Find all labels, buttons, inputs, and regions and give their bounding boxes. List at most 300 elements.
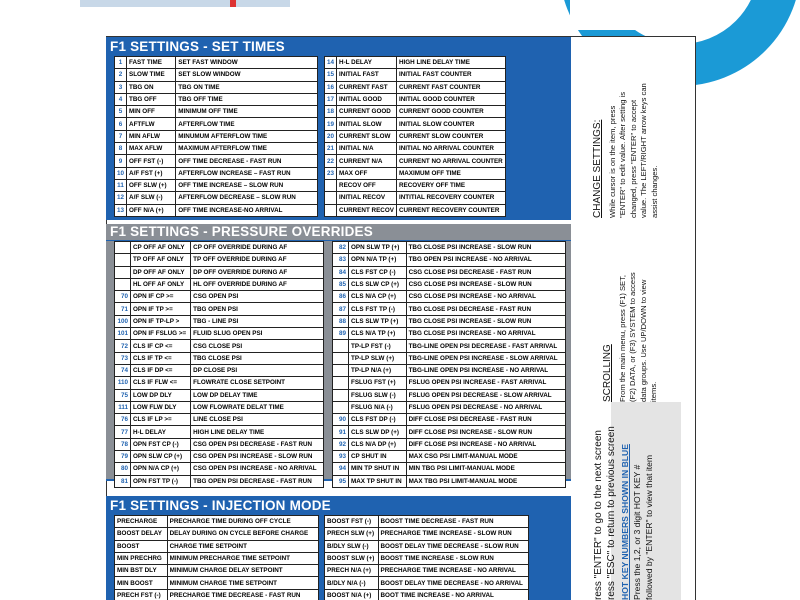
item-description: CSG OPEN PSI bbox=[191, 291, 324, 303]
item-label: INITIAL GOOD bbox=[337, 93, 397, 105]
hotkey-number: 85 bbox=[333, 278, 349, 290]
item-description: OFF TIME INCREASE-NO ARRIVAL bbox=[176, 204, 318, 216]
item-label: LOW DP DLY bbox=[131, 389, 191, 401]
item-label: OPN FST CP (-) bbox=[131, 438, 191, 450]
item-description: CURRENT SLOW COUNTER bbox=[396, 130, 505, 142]
item-label: CLS FST TP (-) bbox=[349, 303, 407, 315]
item-label: LOW FLW DLY bbox=[131, 401, 191, 413]
section-injection-mode bbox=[106, 496, 571, 600]
item-label: OPN SLW CP (+) bbox=[131, 451, 191, 463]
hotkey-number: 17 bbox=[325, 93, 337, 105]
item-label: CLS FST DP (-) bbox=[349, 414, 407, 426]
hotkey-number: 23 bbox=[325, 167, 337, 179]
item-description: CSG OPEN PSI INCREASE - SLOW RUN bbox=[191, 451, 324, 463]
item-description: DIFF CLOSE PSI INCREASE - SLOW RUN bbox=[406, 426, 565, 438]
table-row bbox=[333, 242, 566, 254]
hotkey-number: 88 bbox=[333, 315, 349, 327]
hotkey-number: 9 bbox=[115, 155, 127, 167]
item-description: MAXIMUM AFTERFLOW TIME bbox=[176, 143, 318, 155]
item-description: INTITIAL RECOVERY COUNTER bbox=[396, 192, 505, 204]
item-label: MIN TP SHUT IN bbox=[349, 463, 407, 475]
hotkey-number: 82 bbox=[333, 242, 349, 254]
section-body bbox=[106, 241, 571, 485]
item-description: TBG-LINE OPEN PSI INCREASE - NO ARRIVAL bbox=[406, 364, 565, 376]
item-description: MAXIMUM OFF TIME bbox=[396, 167, 505, 179]
table-row bbox=[325, 552, 529, 564]
item-label: CLS SLW DP (+) bbox=[349, 426, 407, 438]
pressure-table-left bbox=[114, 241, 324, 488]
hotkey-number: 78 bbox=[115, 438, 131, 450]
navigation-block bbox=[592, 426, 618, 600]
item-description: PRECHARGE TIME DURING OFF CYCLE bbox=[167, 516, 318, 528]
text-line: (F2) DATA, or (F3) SYSTEM to access bbox=[628, 272, 637, 402]
item-label: OFF N/A (+) bbox=[127, 204, 176, 216]
table-row bbox=[325, 93, 506, 105]
item-description: OFF TIME DECREASE - FAST RUN bbox=[176, 155, 318, 167]
pressure-table-right bbox=[332, 241, 566, 488]
item-description: RECOVERY OFF TIME bbox=[396, 179, 505, 191]
text-line: Press the 1,2, or 3 digit HOT KEY # bbox=[632, 464, 642, 600]
item-description: MAX CSG PSI LIMIT-MANUAL MODE bbox=[406, 451, 565, 463]
table-row bbox=[115, 389, 324, 401]
hotkey-number: 18 bbox=[325, 106, 337, 118]
item-label: BOOST bbox=[115, 540, 168, 552]
item-description: TBG OFF TIME bbox=[176, 93, 318, 105]
table-row bbox=[115, 577, 319, 589]
item-label: MIN OFF bbox=[127, 106, 176, 118]
item-label: CLS N/A CP (+) bbox=[349, 291, 407, 303]
item-label: BOOST DELAY bbox=[115, 528, 168, 540]
item-description: FLOWRATE CLOSE SETPOINT bbox=[191, 377, 324, 389]
table-row bbox=[333, 401, 566, 413]
table-row bbox=[115, 155, 318, 167]
table-row bbox=[115, 528, 319, 540]
item-label: CP SHUT IN bbox=[349, 451, 407, 463]
table-row bbox=[115, 364, 324, 376]
logo-bar-graphic bbox=[80, 0, 290, 7]
section-title: F1 SETTINGS - INJECTION MODE bbox=[110, 498, 331, 513]
hotkey-number: 81 bbox=[115, 475, 131, 487]
hotkey-number: 94 bbox=[333, 463, 349, 475]
hotkey-number bbox=[115, 266, 131, 278]
item-label: PRECH SLW (+) bbox=[325, 528, 379, 540]
hotkey-text bbox=[631, 444, 655, 600]
item-description: TBG CLOSE PSI INCREASE - SLOW RUN bbox=[406, 242, 565, 254]
item-label: CURRENT SLOW bbox=[337, 130, 397, 142]
hotkey-number: 92 bbox=[333, 438, 349, 450]
table-row bbox=[333, 254, 566, 266]
hotkey-number: 72 bbox=[115, 340, 131, 352]
hotkey-number bbox=[333, 340, 349, 352]
item-description: TBG OPEN PSI INCREASE - NO ARRIVAL bbox=[406, 254, 565, 266]
item-label: CLS IF FLW <= bbox=[131, 377, 191, 389]
hotkey-number bbox=[333, 401, 349, 413]
item-label: INITIAL RECOV bbox=[337, 192, 397, 204]
table-row bbox=[115, 242, 324, 254]
item-description: MINIMUM PRECHARGE TIME SETPOINT bbox=[167, 552, 318, 564]
table-row bbox=[333, 463, 566, 475]
item-description: CHARGE TIME SETPOINT bbox=[167, 540, 318, 552]
item-description: CSG OPEN PSI DECREASE - FAST RUN bbox=[191, 438, 324, 450]
item-label: OFF SLW (+) bbox=[127, 179, 176, 191]
table-row bbox=[325, 155, 506, 167]
item-label: INITIAL FAST bbox=[337, 69, 397, 81]
table-row bbox=[115, 516, 319, 528]
hotkey-number bbox=[115, 254, 131, 266]
table-row bbox=[115, 291, 324, 303]
section-set-times bbox=[106, 37, 571, 220]
hotkey-number: 11 bbox=[115, 179, 127, 191]
item-description: BOOST DELAY TIME DECREASE - NO ARRIVAL bbox=[378, 577, 529, 589]
hotkey-number: 110 bbox=[115, 377, 131, 389]
item-label: CLS SLW CP (+) bbox=[349, 278, 407, 290]
table-row bbox=[115, 106, 318, 118]
hotkey-number: 22 bbox=[325, 155, 337, 167]
item-label: MIN AFLW bbox=[127, 130, 176, 142]
hotkey-number bbox=[325, 192, 337, 204]
item-description: MINIMUM OFF TIME bbox=[176, 106, 318, 118]
item-label: RECOV OFF bbox=[337, 179, 397, 191]
item-label: B/DLY SLW (-) bbox=[325, 540, 379, 552]
table-row bbox=[325, 57, 506, 69]
table-row bbox=[115, 130, 318, 142]
hotkey-number bbox=[325, 179, 337, 191]
item-description: PRECHARGE TIME INCREASE - NO ARRIVAL bbox=[378, 565, 529, 577]
set-times-table-left bbox=[114, 56, 318, 217]
change-settings-text bbox=[608, 83, 661, 218]
table-row bbox=[325, 204, 506, 216]
table-row bbox=[333, 377, 566, 389]
table-row bbox=[333, 414, 566, 426]
hotkey-number: 21 bbox=[325, 143, 337, 155]
table-row bbox=[325, 540, 529, 552]
table-row bbox=[115, 204, 318, 216]
item-label: TBG ON bbox=[127, 81, 176, 93]
hotkey-number: 90 bbox=[333, 414, 349, 426]
item-label: TP OFF AF ONLY bbox=[131, 254, 191, 266]
item-label: CLS N/A TP (+) bbox=[349, 328, 407, 340]
hotkey-number: 86 bbox=[333, 291, 349, 303]
item-description: TBG CLOSE PSI bbox=[191, 352, 324, 364]
hotkey-number: 101 bbox=[115, 328, 131, 340]
set-times-table-right bbox=[324, 56, 506, 217]
item-label: OPN SLW TP (+) bbox=[349, 242, 407, 254]
table-row bbox=[333, 389, 566, 401]
item-description: CURRENT FAST COUNTER bbox=[396, 81, 505, 93]
item-description: FSLUG OPEN PSI DECREASE - NO ARRIVAL bbox=[406, 401, 565, 413]
item-label: CURRENT FAST bbox=[337, 81, 397, 93]
table-row bbox=[333, 352, 566, 364]
table-row bbox=[115, 377, 324, 389]
item-description: DIFF CLOSE PSI DECREASE - FAST RUN bbox=[406, 414, 565, 426]
item-description: PRECHARGE TIME DECREASE - FAST RUN bbox=[167, 589, 318, 600]
hotkey-heading: HOT KEY NUMBERS SHOWN IN BLUE bbox=[620, 444, 630, 600]
table-row bbox=[115, 540, 319, 552]
table-row bbox=[325, 130, 506, 142]
table-row bbox=[115, 93, 318, 105]
table-row bbox=[325, 528, 529, 540]
item-label: CLS IF LP >= bbox=[131, 414, 191, 426]
hotkey-number: 100 bbox=[115, 315, 131, 327]
item-label: OPN FST TP (-) bbox=[131, 475, 191, 487]
item-description: AFTERFLOW DECREASE – SLOW RUN bbox=[176, 192, 318, 204]
item-description: CURRENT NO ARRIVAL COUNTER bbox=[396, 155, 505, 167]
table-row bbox=[333, 475, 566, 487]
enter-instruction: ress "ENTER" to go to the next screen bbox=[593, 430, 604, 600]
section-title: F1 SETTINGS - SET TIMES bbox=[110, 39, 285, 54]
injection-table-left bbox=[114, 515, 319, 600]
table-row bbox=[333, 266, 566, 278]
item-description: AFTERFLOW TIME bbox=[176, 118, 318, 130]
hotkey-number: 71 bbox=[115, 303, 131, 315]
table-row bbox=[333, 315, 566, 327]
item-description: LINE CLOSE PSI bbox=[191, 414, 324, 426]
item-label: H-L DELAY bbox=[337, 57, 397, 69]
table-row bbox=[333, 451, 566, 463]
item-label: A/F SLW (-) bbox=[127, 192, 176, 204]
table-row bbox=[333, 278, 566, 290]
item-description: FLUID SLUG OPEN PSI bbox=[191, 328, 324, 340]
item-label: B/DLY N/A (-) bbox=[325, 577, 379, 589]
hotkey-number: 15 bbox=[325, 69, 337, 81]
item-description: CP OFF OVERRIDE DURING AF bbox=[191, 242, 324, 254]
item-description: CURRENT RECOVERY COUNTER bbox=[396, 204, 505, 216]
item-label: OPN N/A CP (+) bbox=[131, 463, 191, 475]
item-description: TBG CLOSE PSI INCREASE - NO ARRIVAL bbox=[406, 328, 565, 340]
table-row bbox=[115, 266, 324, 278]
hotkey-number: 16 bbox=[325, 81, 337, 93]
hotkey-block bbox=[619, 444, 655, 600]
item-description: HIGH LINE DELAY TIME bbox=[396, 57, 505, 69]
hotkey-number: 13 bbox=[115, 204, 127, 216]
item-label: CP OFF AF ONLY bbox=[131, 242, 191, 254]
table-row bbox=[115, 167, 318, 179]
section-pressure-overrides bbox=[106, 224, 571, 485]
item-label: TP-LP SLW (+) bbox=[349, 352, 407, 364]
table-row bbox=[115, 315, 324, 327]
item-label: INITIAL SLOW bbox=[337, 118, 397, 130]
item-description: HIGH LINE DELAY TIME bbox=[191, 426, 324, 438]
hotkey-number: 1 bbox=[115, 57, 127, 69]
item-label: MIN PRECHRG bbox=[115, 552, 168, 564]
item-description: LOW FLOWRATE DELAT TIME bbox=[191, 401, 324, 413]
table-row bbox=[115, 69, 318, 81]
item-label: FSLUG FST (+) bbox=[349, 377, 407, 389]
item-description: HL OFF OVERRIDE DURING AF bbox=[191, 278, 324, 290]
item-description: TBG CLOSE PSI DECREASE - FAST RUN bbox=[406, 303, 565, 315]
item-label: MIN BOOST bbox=[115, 577, 168, 589]
table-row bbox=[333, 291, 566, 303]
table-row bbox=[115, 589, 319, 600]
table-row bbox=[115, 254, 324, 266]
item-label: CLS N/A DP (+) bbox=[349, 438, 407, 450]
item-description: DIFF CLOSE PSI INCREASE - NO ARRIVAL bbox=[406, 438, 565, 450]
item-label: PRECH FST (-) bbox=[115, 589, 168, 600]
hotkey-number: 6 bbox=[115, 118, 127, 130]
item-description: SET FAST WINDOW bbox=[176, 57, 318, 69]
item-label: CURRENT GOOD bbox=[337, 106, 397, 118]
item-description: DP CLOSE PSI bbox=[191, 364, 324, 376]
item-label: MIN BST DLY bbox=[115, 565, 168, 577]
item-description: INITIAL NO ARRIVAL COUNTER bbox=[396, 143, 505, 155]
hotkey-number: 83 bbox=[333, 254, 349, 266]
hotkey-number: 89 bbox=[333, 328, 349, 340]
text-line: data groups. Use UP/DOWN to view bbox=[638, 279, 648, 402]
table-row bbox=[333, 340, 566, 352]
item-label: INITIAL N/A bbox=[337, 143, 397, 155]
hotkey-number: 8 bbox=[115, 143, 127, 155]
item-label: HL OFF AF ONLY bbox=[131, 278, 191, 290]
hotkey-number: 4 bbox=[115, 93, 127, 105]
text-line: assist changes. bbox=[649, 165, 659, 218]
item-label: CLS SLW TP (+) bbox=[349, 315, 407, 327]
item-label: H-L DELAY bbox=[131, 426, 191, 438]
hotkey-number: 95 bbox=[333, 475, 349, 487]
hotkey-number bbox=[115, 278, 131, 290]
item-description: INITIAL FAST COUNTER bbox=[396, 69, 505, 81]
item-label: OPN IF TP >= bbox=[131, 303, 191, 315]
table-row bbox=[115, 451, 324, 463]
item-label: PRECHARGE bbox=[115, 516, 168, 528]
hotkey-number: 76 bbox=[115, 414, 131, 426]
table-row bbox=[115, 565, 319, 577]
hotkey-number: 91 bbox=[333, 426, 349, 438]
item-label: OFF FST (-) bbox=[127, 155, 176, 167]
esc-instruction: ress "ESC" to return to previous screen bbox=[606, 426, 617, 600]
item-description: MIN TBG PSI LIMIT-MANUAL MODE bbox=[406, 463, 565, 475]
table-row bbox=[115, 340, 324, 352]
hotkey-number: 73 bbox=[115, 352, 131, 364]
text-line: From the main menu, press (F1) SET, bbox=[617, 274, 627, 402]
item-label: SLOW TIME bbox=[127, 69, 176, 81]
item-label: CURRENT RECOV bbox=[337, 204, 397, 216]
hotkey-number: 77 bbox=[115, 426, 131, 438]
table-row bbox=[325, 565, 529, 577]
table-row bbox=[115, 401, 324, 413]
hotkey-number: 7 bbox=[115, 130, 127, 142]
table-row bbox=[325, 179, 506, 191]
item-description: BOOST TIME INCREASE - SLOW RUN bbox=[378, 552, 529, 564]
item-description: BOOT TIME INCREASE - NO ARRIVAL bbox=[378, 589, 529, 600]
item-description: INITIAL GOOD COUNTER bbox=[396, 93, 505, 105]
hotkey-number bbox=[333, 377, 349, 389]
hotkey-number bbox=[325, 204, 337, 216]
table-row bbox=[115, 118, 318, 130]
table-row bbox=[115, 57, 318, 69]
table-row bbox=[325, 192, 506, 204]
item-description: PRECHARGE TIME INCREASE - SLOW RUN bbox=[378, 528, 529, 540]
item-description: CSG CLOSE PSI bbox=[191, 340, 324, 352]
item-label: DP OFF AF ONLY bbox=[131, 266, 191, 278]
injection-table-right bbox=[324, 515, 529, 600]
hotkey-number: 19 bbox=[325, 118, 337, 130]
text-line: changed, press "ENTER" to accept bbox=[628, 99, 638, 218]
item-description: SET SLOW WINDOW bbox=[176, 69, 318, 81]
hotkey-number bbox=[333, 352, 349, 364]
item-description: BOOST DELAY TIME DECREASE - SLOW RUN bbox=[378, 540, 529, 552]
item-label: PRECH N/A (+) bbox=[325, 565, 379, 577]
item-description: DELAY DURING ON CYCLE BEFORE CHARGE bbox=[167, 528, 318, 540]
item-description: TBG OPEN PSI DECREASE - FAST RUN bbox=[191, 475, 324, 487]
change-settings-heading: CHANGE SETTINGS: bbox=[592, 119, 603, 218]
item-description: OFF TIME INCREASE – SLOW RUN bbox=[176, 179, 318, 191]
text-line: value. The LEFT/RIGHT arrow keys can bbox=[639, 83, 648, 218]
table-row bbox=[325, 106, 506, 118]
item-label: MAX TP SHUT IN bbox=[349, 475, 407, 487]
item-description: CSG OPEN PSI INCREASE - NO ARRIVAL bbox=[191, 463, 324, 475]
hotkey-number: 3 bbox=[115, 81, 127, 93]
item-description: FSLUG OPEN PSI DECREASE - SLOW ARRIVAL bbox=[406, 389, 565, 401]
hotkey-number bbox=[333, 364, 349, 376]
item-label: MAX OFF bbox=[337, 167, 397, 179]
item-description: TBG OPEN PSI bbox=[191, 303, 324, 315]
hotkey-number bbox=[333, 389, 349, 401]
table-row bbox=[325, 118, 506, 130]
item-label: FSLUG N/A (-) bbox=[349, 401, 407, 413]
table-row bbox=[115, 552, 319, 564]
table-row bbox=[115, 438, 324, 450]
item-label: FAST TIME bbox=[127, 57, 176, 69]
hotkey-number: 79 bbox=[115, 451, 131, 463]
item-description: MINUMUM AFTERFLOW TIME bbox=[176, 130, 318, 142]
item-description: DP OFF OVERRIDE DURING AF bbox=[191, 266, 324, 278]
text-line: While cursor is on the item, press bbox=[607, 105, 617, 218]
item-description: MINIMUM CHARGE TIME SETPOINT bbox=[167, 577, 318, 589]
item-label: OPN IF CP >= bbox=[131, 291, 191, 303]
item-description: LOW DP DELAY TIME bbox=[191, 389, 324, 401]
text-line: followed by "ENTER" to view that item bbox=[644, 454, 654, 600]
table-row bbox=[325, 589, 529, 600]
table-row bbox=[333, 303, 566, 315]
hotkey-number: 70 bbox=[115, 291, 131, 303]
item-label: A/F FST (+) bbox=[127, 167, 176, 179]
hotkey-number: 111 bbox=[115, 401, 131, 413]
item-label: CLS FST CP (-) bbox=[349, 266, 407, 278]
hotkey-number: 14 bbox=[325, 57, 337, 69]
table-row bbox=[325, 577, 529, 589]
hotkey-number: 80 bbox=[115, 463, 131, 475]
item-description: TBG-LINE OPEN PSI INCREASE - SLOW ARRIVAL bbox=[406, 352, 565, 364]
item-description: TBG ON TIME bbox=[176, 81, 318, 93]
table-row bbox=[115, 426, 324, 438]
item-label: BOOST SLW (+) bbox=[325, 552, 379, 564]
table-row bbox=[115, 179, 318, 191]
item-description: AFTERFLOW INCREASE – FAST RUN bbox=[176, 167, 318, 179]
text-line: items. bbox=[649, 381, 658, 402]
item-description: CURRENT GOOD COUNTER bbox=[396, 106, 505, 118]
item-label: CLS IF CP <= bbox=[131, 340, 191, 352]
item-description: TBG CLOSE PSI INCREASE - SLOW RUN bbox=[406, 315, 565, 327]
item-label: TP-LP N/A (+) bbox=[349, 364, 407, 376]
item-label: OPN N/A TP (+) bbox=[349, 254, 407, 266]
table-row bbox=[115, 278, 324, 290]
table-row bbox=[333, 364, 566, 376]
hotkey-number: 20 bbox=[325, 130, 337, 142]
hotkey-number: 75 bbox=[115, 389, 131, 401]
item-description: CSG CLOSE PSI INCREASE - NO ARRIVAL bbox=[406, 291, 565, 303]
hotkey-number: 87 bbox=[333, 303, 349, 315]
item-label: AFTFLW bbox=[127, 118, 176, 130]
item-description: MAX TBG PSI LIMIT-MANUAL MODE bbox=[406, 475, 565, 487]
hotkey-number: 2 bbox=[115, 69, 127, 81]
table-row bbox=[115, 143, 318, 155]
item-description: TBG-LINE OPEN PSI DECREASE - FAST ARRIVAL bbox=[406, 340, 565, 352]
item-label: CLS IF TP <= bbox=[131, 352, 191, 364]
table-row bbox=[333, 426, 566, 438]
item-label: BOOST N/A (+) bbox=[325, 589, 379, 600]
hotkey-number: 84 bbox=[333, 266, 349, 278]
section-title: F1 SETTINGS - PRESSURE OVERRIDES bbox=[106, 224, 571, 240]
